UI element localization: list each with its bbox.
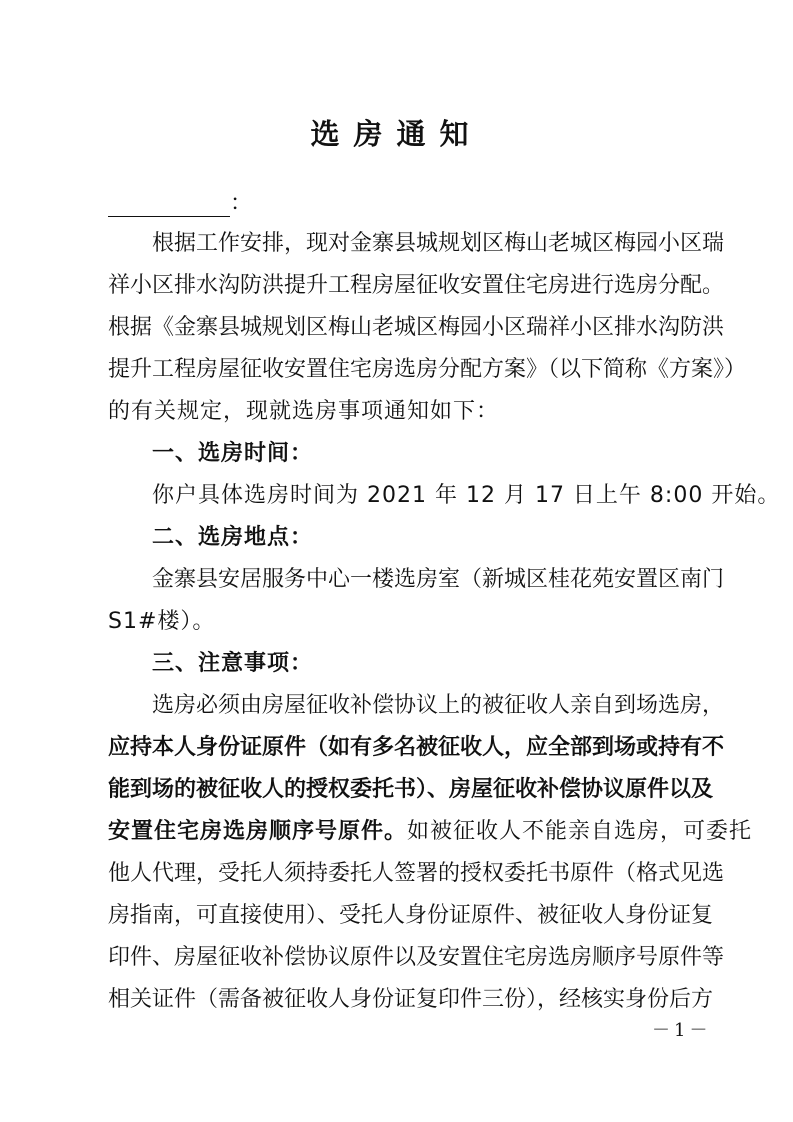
notes-line-5: 他人代理，受托人须持委托人签署的授权委托书原件（格式见选	[108, 861, 725, 886]
section-heading-location: 二、选房地点：	[152, 525, 314, 550]
body-line-3: 根据《金寨县城规划区梅山老城区梅园小区瑞祥小区排水沟防洪	[108, 315, 725, 340]
recipient-blank	[108, 194, 230, 217]
notes-line-6: 房指南，可直接使用）、受托人身份证原件、被征收人身份证复	[108, 903, 714, 928]
body-line-1: 根据工作安排，现对金寨县城规划区梅山老城区梅园小区瑞	[152, 231, 725, 256]
selection-time-text: 你户具体选房时间为 2021 年 12 月 17 日上午 8:00 开始。	[152, 483, 781, 508]
document-title: 选房通知	[310, 117, 483, 151]
notes-line-4	[108, 817, 753, 847]
notes-line-7: 印件、房屋征收补偿协议原件以及安置住宅房选房顺序号原件等	[108, 945, 725, 970]
salutation	[108, 186, 252, 216]
section-heading-notes: 三、注意事项：	[152, 651, 314, 676]
section-heading-time: 一、选房时间：	[152, 441, 314, 466]
body-line-2: 祥小区排水沟防洪提升工程房屋征收安置住宅房进行选房分配。	[108, 273, 725, 298]
notes-line-2-bold: 应持本人身份证原件（如有多名被征收人，应全部到场或持有不	[108, 735, 725, 760]
notes-line-8: 相关证件（需备被征收人身份证复印件三份），经核实身份后方	[108, 987, 714, 1012]
page-number: －1－	[652, 1020, 712, 1041]
notes-line-4-bold-part: 安置住宅房选房顺序号原件。	[108, 819, 408, 844]
notes-line-3-bold: 能到场的被征收人的授权委托书）、房屋征收补偿协议原件以及	[108, 777, 714, 802]
notes-line-1: 选房必须由房屋征收补偿协议上的被征收人亲自到场选房，	[152, 693, 725, 718]
body-line-5: 的有关规定，现就选房事项通知如下：	[108, 399, 500, 424]
location-line-2: S1#楼）。	[108, 609, 216, 634]
body-line-4: 提升工程房屋征收安置住宅房选房分配方案》（以下简称《方案》）	[108, 357, 747, 382]
location-line-1: 金寨县安居服务中心一楼选房室（新城区桂花苑安置区南门	[152, 567, 725, 592]
salutation-colon: ：	[230, 191, 253, 216]
notes-line-4-regular-part: 如被征收人不能亲自选房，可委托	[407, 819, 753, 844]
